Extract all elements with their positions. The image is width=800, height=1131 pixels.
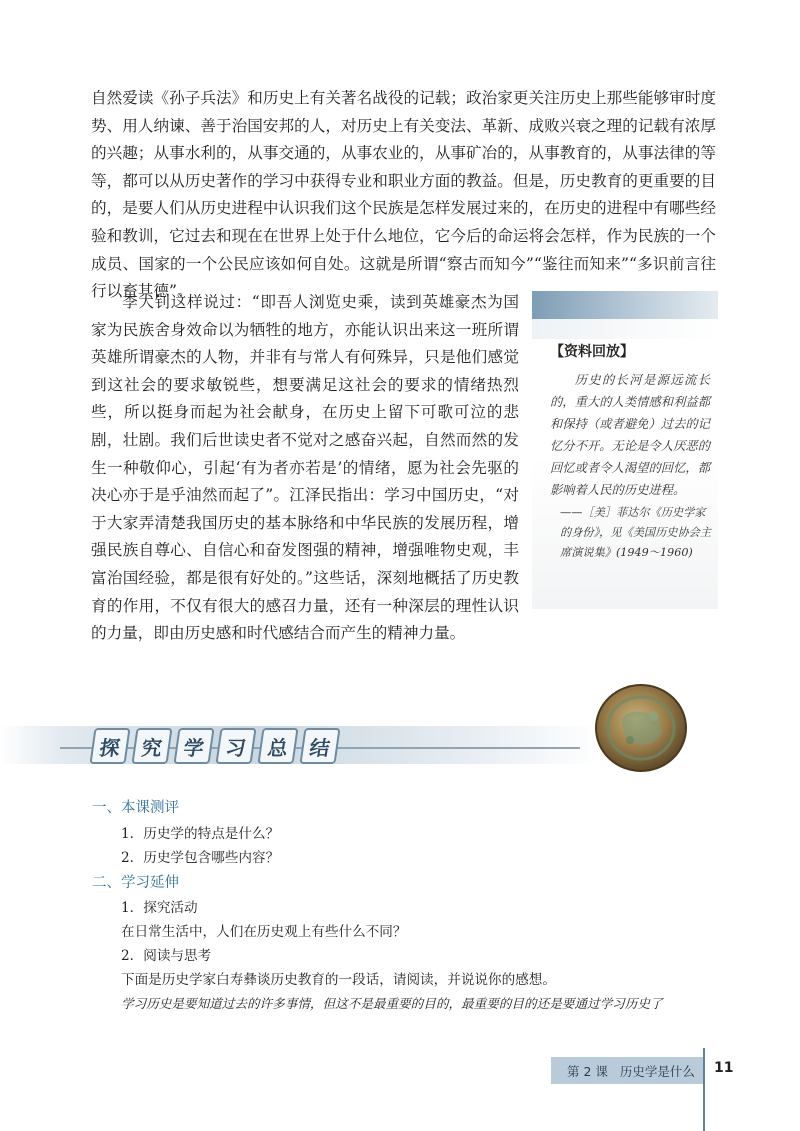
sidebar-resource-box [532, 291, 718, 609]
section1-heading: 一、本课测评 [92, 800, 179, 816]
banner-char: 总 [257, 728, 298, 764]
intro-paragraph [91, 85, 716, 306]
intro-text: 自然爱读《孙子兵法》和历史上有关著名战役的记载；政治家更关注历史上那些能够审时度势、用人纳谏、善于治国安邦的人，对历史上有关变法、革新、成败兴衰之理的记载有浓厚的兴趣；从事水利的，从事交通的，从事农业的，从事矿冶的，从事教育的，从事法律的等等，都可以从历史著作的学习中获得专业和职业方面的教益。但是，历史教育的更重要的目的，是要人们从历史进程中认识我们这个民族是怎样发展过来的，在历史的进程中有哪些经验和教训，它过去和现在在世界上处于什么地位，它今后的命运将会怎样，作为民族的一个成员、国家的一个公民应该如何自处。这就是所谓“察古而知今”“鉴往而知来”“多识前言往行以畜其德”。 [91, 89, 716, 301]
question-1: 1．历史学的特点是什么？ [121, 826, 280, 842]
section2-heading: 二、学习延伸 [92, 875, 179, 891]
banner-char: 探 [89, 728, 130, 764]
sidebar-body-text: 历史的长河是源远流长的，重大的人类情感和利益都和保持（或者避免）过去的记忆分不开。无论是令人厌恶的回忆或者令人渴望的回忆，都影响着人民的历史进程。 [550, 373, 710, 497]
footer-rule [703, 1048, 705, 1131]
ancient-coin-image [592, 678, 690, 776]
baishouyi-quote: 学习历史是要知道过去的许多事情，但这不是最重要的目的，最重要的目的还是要通过学习历史了 [121, 996, 663, 1011]
question-2: 2．历史学包含哪些内容？ [121, 850, 280, 866]
sidebar-header-fade [532, 319, 718, 339]
extension-item-1-text: 在日常生活中，人们在历史观上有些什么不同？ [121, 924, 407, 940]
sidebar-header-bar [532, 291, 718, 319]
sidebar-body [550, 369, 710, 501]
extension-item-2-text: 下面是历史学家白寿彝谈历史教育的一段话，请阅读，并说说你的感想。 [121, 972, 556, 988]
sidebar-title: 【资料回放】 [550, 344, 634, 360]
extension-item-2: 2．阅读与思考 [121, 948, 212, 964]
sidebar-citation: ——［美］菲达尔《历史学家的身份》，见《美国历史协会主席演说集》(1949～1960) [560, 506, 712, 559]
lidazhao-quote-paragraph [91, 289, 519, 648]
banner-title [92, 728, 338, 764]
banner-char: 习 [215, 728, 256, 764]
extension-item-1: 1．探究活动 [121, 900, 198, 916]
banner-char: 结 [299, 728, 340, 764]
lidazhao-text: 李大钊这样说过：“即吾人浏览史乘，读到英雄豪杰为国家为民族舍身效命以为牺牲的地方，亦能认识出来这一班所谓英雄所谓豪杰的人物，并非有与常人有何殊异，只是他们感觉到这社会的要求敏锐些，想要满足这社会的要求的情绪热烈些，所以挺身而起为社会献身，在历史上留下可歌可泣的悲剧，壮剧。我们后世读史者不觉对之感奋兴起，自然而然的发生一种敬仰心，引起‘有为者亦若是’的情绪，愿为社会先驱的决心亦于是乎油然而起了”。江泽民指出：学习中国历史，“对于大家弄清楚我国历史的基本脉络和中华民族的发展历程，增强民族自尊心、自信心和奋发图强的精神，增强唯物史观，丰富治国经验，都是很有好处的。”这些话，深刻地概括了历史教育的作用，不仅有很大的感召力量，还有一种深层的理性认识的力量，即由历史感和时代感结合而产生的精神力量。 [91, 293, 519, 643]
section-banner [0, 714, 610, 772]
footer-lesson-number: 第 2 课 [567, 1063, 608, 1079]
page-number: 11 [714, 1060, 734, 1076]
banner-char: 学 [173, 728, 214, 764]
footer-lesson-tab [551, 1057, 703, 1084]
footer-lesson-title: 历史学是什么 [619, 1063, 695, 1079]
banner-char: 究 [131, 728, 172, 764]
